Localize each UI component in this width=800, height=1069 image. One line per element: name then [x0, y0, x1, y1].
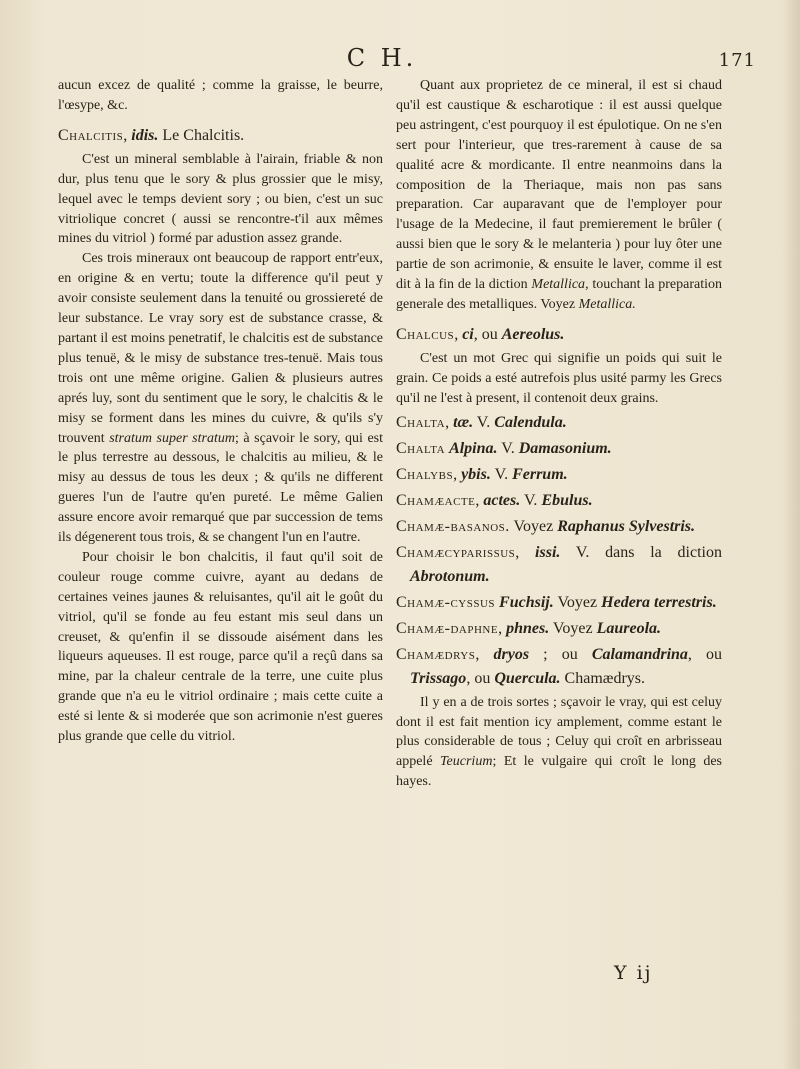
entry-term: Chamæ-daphne — [396, 619, 499, 637]
paragraph-definition: C'est un mineral semblable à l'airain, friable & non dur, plus tenu que le sory & plus grossier que le misy, lequel avec le temps devient sory ; ou bien, c'est un suc vitriolique concret ( aussi se rencontre-t'il aux mêmes mines du vitriol ) formé par adustion assez grande. — [58, 151, 383, 247]
paragraph-origin — [58, 249, 383, 548]
entry-alternate: Quercula. — [494, 669, 561, 687]
entry-heading-chalta-alpina — [396, 437, 722, 461]
entry-genitive: Fuchsij. — [499, 593, 554, 611]
entry-connector: , ou — [466, 669, 491, 687]
signature-mark: Y ij — [614, 962, 653, 984]
entry-ref: Voyez — [513, 517, 554, 535]
entry-target: Raphanus Sylvestris. — [557, 517, 696, 535]
entry-term: Chamæ-cyssus — [396, 593, 496, 611]
paragraph-properties-text-b: , touchant la preparation generale des metalliques. Voyez — [396, 277, 722, 312]
running-head: C H. — [346, 44, 418, 72]
entry-ref: Voyez — [552, 619, 593, 637]
left-column — [58, 76, 383, 747]
entry-heading-chalcitis: Chalcitis, idis. Le Chalcitis. — [58, 126, 245, 144]
entry-alternate: Aereolus. — [501, 325, 565, 343]
entry-ref: V. — [476, 413, 491, 431]
entry-alternate: Calamandrina — [591, 645, 688, 663]
paragraph-chalcus: C'est un mot Grec qui signifie un poids qui suit le grain. Ce poids a esté autrefois plus usité parmy les Grecs qu'il ne l'est à present, il contenoit deux grains. — [396, 350, 722, 406]
entry-connector: , ou — [687, 645, 723, 663]
entry-french-name: Le Chalcitis. — [162, 126, 245, 144]
latin-phrase: stratum super stratum — [109, 430, 235, 446]
entry-heading-chamaeacte: Chamæacte, actes. V. Ebulus. — [396, 491, 593, 509]
entry-genitive: issi. — [535, 543, 561, 561]
entry-heading-chalta: Chalta, tæ. V. Calendula. — [396, 413, 567, 431]
latin-name: Teucrium — [440, 754, 493, 770]
entry-heading-chamae-basanos — [396, 515, 722, 539]
entry-target: Ebulus. — [541, 491, 593, 509]
paragraph-properties-text-a: Quant aux proprietez de ce mineral, il est si chaud qu'il est caustique & escharotique : il est aussi quelque peu astringent, c'est pourquoy il est épulotique. On ne s'en sert pour l'interieur, que tres-rarement à cause de sa qualité acre & mordicante. Il entre neanmoins dans la composition de la Theriaque, mais non pas sans preparation. Car auparavant que de l'employer pour l'usage de la Medecine, il faut premierement le brûler ( aussi bien que le sory & le melanteria ) pour luy ôter une partie de son acrimonie, & ensuite le laver, comme il est dit à la fin de la diction — [396, 78, 722, 293]
page-number: 171 — [718, 50, 756, 71]
entry-genitive: ci — [462, 325, 474, 343]
paragraph-properties — [396, 76, 722, 315]
entry-target: Damasonium. — [518, 439, 612, 457]
entry-target: Ferrum. — [512, 465, 568, 483]
entry-alternate: Trissago — [410, 669, 467, 687]
entry-heading-chamaedrys: Chamædrys, dryos ; ou Calamandrina, ou Trissago, ou Quercula. Chamædrys. — [396, 645, 723, 687]
entry-target: Abrotonum. — [410, 567, 490, 585]
paragraph-chamaedrys-text-a: Il y en a de trois sortes ; sçavoir le vray, qui est celuy dont il est fait mention icy amplement, comme estant le plus considerable de tous ; Celuy qui croît en arbrisseau appelé — [396, 694, 722, 770]
paragraph-origin-text-a: Ces trois mineraux ont beaucoup de rapport entr'eux, en origine & en vertu; toute la difference qu'il peut y avoir consiste seulement dans la tenuité ou grossiereté de leur substance. Le vray sory est de substance crasse, & partant il est moins penetratif, le chalcitis est de substance plus tenuë, & le misy de substance tres-tenuë. Mais tous trois ont une même origine. Galien & plusieurs autres aprés luy, sont du sentiment que le sory, le chalcitis & le misy se forment dans les mines du cuivre, & qu'ils s'y trouvent — [58, 251, 384, 446]
cross-reference: Metallica. — [578, 296, 636, 312]
entry-target: Laureola. — [596, 619, 662, 637]
entry-genitive: dryos — [493, 645, 530, 663]
entry-ref: V. — [501, 439, 515, 457]
paragraph-chamaedrys-text-b: ; Et le vulgaire qui croît le long des hayes. — [396, 754, 722, 790]
right-column — [396, 76, 722, 792]
entry-connector: , ou — [473, 325, 498, 343]
cross-reference: Metallica — [531, 277, 586, 293]
entry-genitive: phnes. — [506, 619, 550, 637]
entry-french-name: Chamædrys. — [564, 669, 645, 687]
entry-connector: ; ou — [543, 645, 578, 663]
entry-term: Chamæcyparissus — [396, 543, 516, 561]
entry-genitive: tæ. — [453, 413, 474, 431]
entry-heading-chamae-daphne: Chamæ-daphne, phnes. Voyez Laureola. — [396, 619, 662, 637]
entry-genitive: actes. — [483, 491, 521, 509]
entry-target: Hedera terrestris. — [601, 593, 717, 611]
paragraph-continuation: aucun excez de qualité ; comme la graisse, le beurre, l'œsype, &c. — [58, 78, 383, 113]
entry-heading-chamae-cyssus — [396, 591, 722, 615]
entry-term: Chalcitis — [58, 126, 124, 144]
entry-term: Chalta — [396, 413, 446, 431]
entry-heading-chalcus: Chalcus, ci, ou Aereolus. — [396, 325, 565, 343]
entry-term: Chalcus — [396, 325, 455, 343]
entry-term: Chamæacte — [396, 491, 476, 509]
entry-term: Chalta — [396, 439, 446, 457]
paragraph-chamaedrys — [396, 693, 722, 793]
entry-target: Calendula. — [494, 413, 567, 431]
entry-genitive: ybis. — [461, 465, 491, 483]
entry-ref: V. — [523, 491, 538, 509]
entry-term: Chamædrys — [396, 645, 476, 663]
entry-term: Chalybs — [396, 465, 454, 483]
paragraph-origin-text-b: ; à sçavoir le sory, qui est le plus terrestre au dessous, le chalcitis au milieu, & le misy au dessus de tous les deux ; & qu'ils ne different gueres l'un de l'autre qu'en pureté. Le même Galien assure encore avoir remarqué que par succession de tems ils dégenerent tous trois, & se changent l'un en l'autre. — [58, 430, 384, 546]
entry-genitive: Alpina. — [449, 439, 498, 457]
entry-heading-chalybs: Chalybs, ybis. V. Ferrum. — [396, 465, 568, 483]
entry-genitive: idis. — [131, 126, 159, 144]
entry-heading-chamaecyparissus: Chamæcyparissus, issi. V. dans la diction Abrotonum. — [396, 543, 722, 585]
entry-ref: Voyez — [557, 593, 598, 611]
entry-ref: V. — [494, 465, 509, 483]
entry-ref: V. dans la diction — [575, 543, 722, 561]
paragraph-choosing: Pour choisir le bon chalcitis, il faut qu'il soit de couleur rouge comme cuivre, ayant au dedans de certaines veines jaunes & reluisantes, qu'il ait le goût du vitriol, qu'il se fonde au feu estant mis seul dans un creuset, & qu'enfin il se dissoude aisément dans les liqueurs aqueuses. Il est rouge, parce qu'il a reçû dans sa mine, par la chaleur centrale de la terre, une cuite plus grande que n'a eu le vitriol ordinaire ; mais cette cuite a esté si lente & si moderée que son acrimonie n'est gueres plus grande que celle du vitriol. — [58, 549, 383, 745]
entry-term: Chamæ-basanos. — [396, 517, 510, 535]
